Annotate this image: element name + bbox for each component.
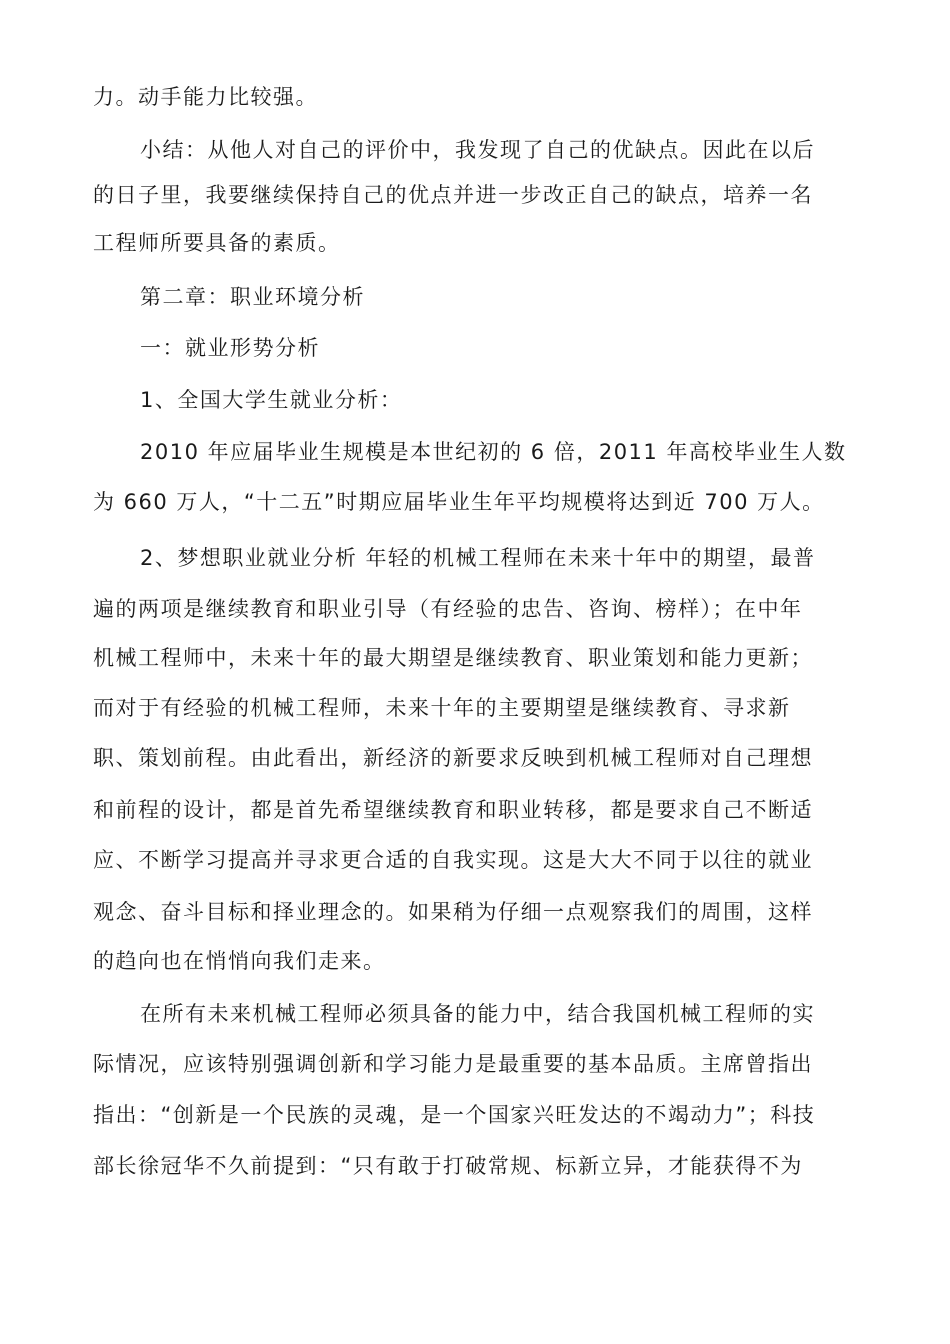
- text-line: 的趋向也在悄悄向我们走来。: [93, 949, 386, 973]
- text-line: 机械工程师中，未来十年的最大期望是继续教育、职业策划和能力更新；: [93, 646, 813, 670]
- chapter-heading: 第二章：职业环境分析: [140, 285, 365, 309]
- text-line: 职、策划前程。由此看出，新经济的新要求反映到机械工程师对自己理想: [93, 746, 813, 770]
- paragraph-dream-career: 2、梦想职业就业分析 年轻的机械工程师在未来十年中的期望，最普: [140, 546, 816, 570]
- section-heading: 一：就业形势分析: [140, 336, 320, 360]
- text-line: 力。动手能力比较强。: [93, 85, 318, 109]
- subsection-heading: 1、全国大学生就业分析：: [140, 388, 403, 412]
- paragraph-statistics: 2010 年应届毕业生规模是本世纪初的 6 倍，2011 年高校毕业生人数: [140, 440, 847, 464]
- paragraph-summary: 小结：从他人对自己的评价中，我发现了自己的优缺点。因此在以后: [140, 138, 815, 162]
- text-line: 工程师所要具备的素质。: [93, 231, 341, 255]
- text-line: 应、不断学习提高并寻求更合适的自我实现。这是大大不同于以往的就业: [93, 848, 813, 872]
- paragraph-abilities: 在所有未来机械工程师必须具备的能力中，结合我国机械工程师的实: [140, 1002, 815, 1026]
- text-line: 为 660 万人，“十二五”时期应届毕业生年平均规模将达到近 700 万人。: [93, 490, 825, 514]
- text-line: 指出：“创新是一个民族的灵魂，是一个国家兴旺发达的不竭动力”；科技: [93, 1103, 816, 1127]
- text-line: 部长徐冠华不久前提到：“只有敢于打破常规、标新立异，才能获得不为: [93, 1154, 803, 1178]
- text-line: 和前程的设计，都是首先希望继续教育和职业转移，都是要求自己不断适: [93, 798, 813, 822]
- text-line: 而对于有经验的机械工程师，未来十年的主要期望是继续教育、寻求新: [93, 696, 791, 720]
- text-line: 的日子里，我要继续保持自己的优点并进一步改正自己的缺点，培养一名: [93, 183, 813, 207]
- text-line: 遍的两项是继续教育和职业引导（有经验的忠告、咨询、榜样）；在中年: [93, 597, 803, 621]
- text-line: 际情况，应该特别强调创新和学习能力是最重要的基本品质。主席曾指出: [93, 1052, 813, 1076]
- text-line: 观念、奋斗目标和择业理念的。如果稍为仔细一点观察我们的周围，这样: [93, 900, 813, 924]
